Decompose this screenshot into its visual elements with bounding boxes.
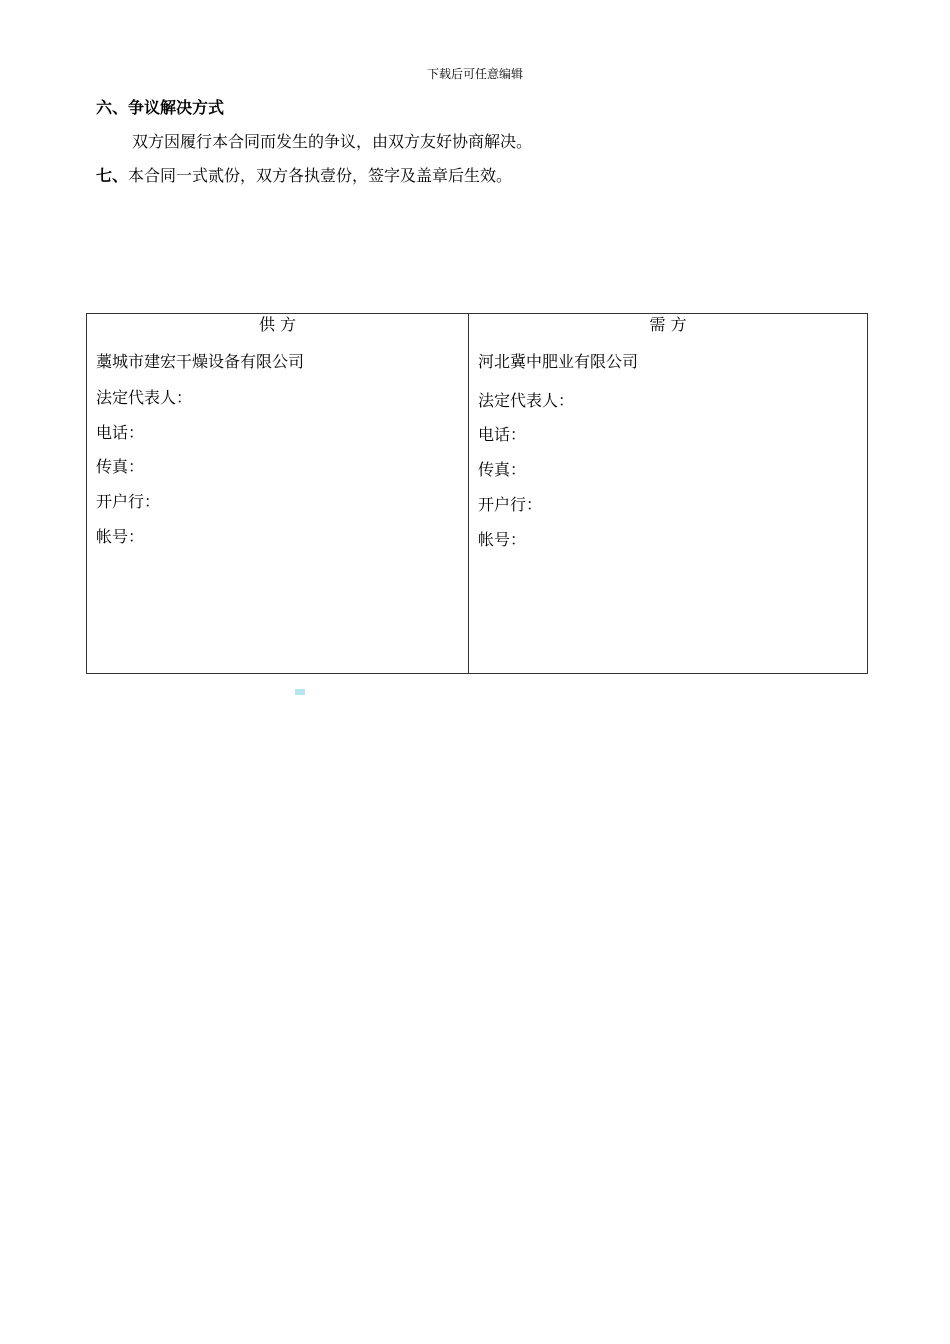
party-table bbox=[86, 313, 868, 674]
selection-marker bbox=[295, 689, 305, 695]
buyer-fax: 传真： bbox=[478, 460, 527, 479]
supplier-title: 供 方 bbox=[258, 315, 297, 334]
supplier-legal-rep: 法定代表人： bbox=[96, 388, 193, 407]
supplier-phone: 电话： bbox=[96, 423, 145, 442]
section-six-body: 双方因履行本合同而发生的争议，由双方友好协商解决。 bbox=[132, 132, 533, 151]
buyer-legal-rep: 法定代表人： bbox=[478, 391, 575, 410]
supplier-account: 帐号： bbox=[96, 527, 145, 546]
section-seven-number: 七、 bbox=[96, 166, 129, 185]
buyer-phone: 电话： bbox=[478, 425, 527, 444]
section-six-heading: 六、争议解决方式 bbox=[96, 98, 225, 117]
buyer-bank: 开户行： bbox=[478, 495, 543, 514]
header-note: 下载后可任意编辑 bbox=[426, 67, 523, 81]
buyer-account: 帐号： bbox=[478, 530, 527, 549]
section-seven-clause bbox=[96, 166, 512, 186]
supplier-column bbox=[87, 314, 469, 673]
supplier-company: 藁城市建宏干燥设备有限公司 bbox=[96, 352, 305, 371]
buyer-company: 河北冀中肥业有限公司 bbox=[478, 352, 639, 371]
supplier-bank: 开户行： bbox=[96, 492, 161, 511]
section-seven-text: 本合同一式贰份，双方各执壹份，签字及盖章后生效。 bbox=[128, 166, 513, 185]
buyer-title: 需 方 bbox=[649, 315, 687, 334]
buyer-column bbox=[469, 314, 867, 673]
supplier-fax: 传真： bbox=[96, 457, 145, 476]
